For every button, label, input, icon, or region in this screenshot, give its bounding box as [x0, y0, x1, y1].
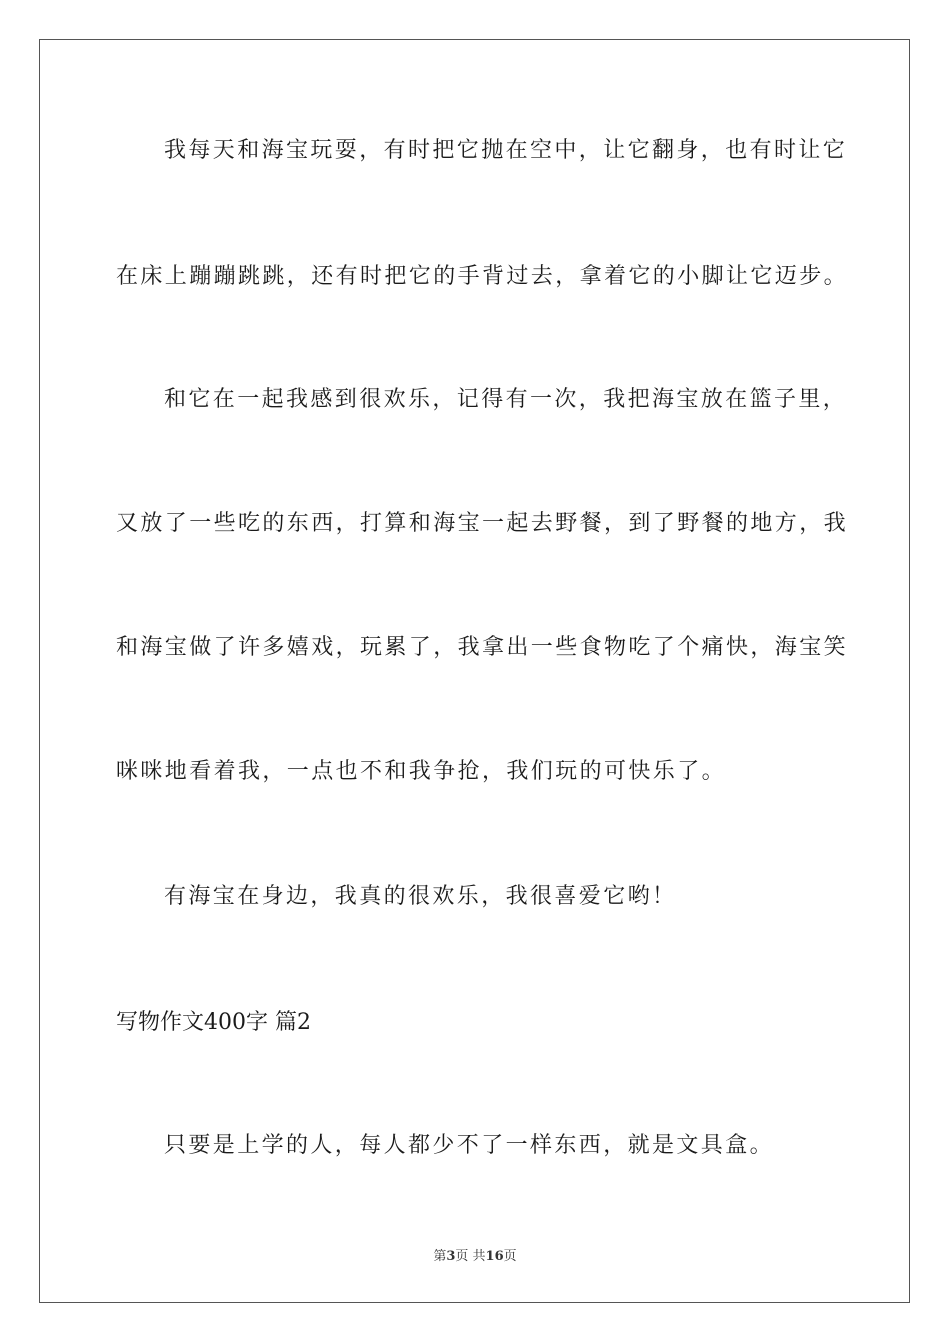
paragraph-line-8: 只要是上学的人，每人都少不了一样东西，就是文具盒。: [164, 1133, 775, 1158]
footer-mid: 页 共: [455, 1249, 486, 1264]
paragraph-line-5: 和海宝做了许多嬉戏，玩累了，我拿出一些食物吃了个痛快，海宝笑: [116, 635, 849, 660]
footer-total-pages: 16: [485, 1249, 504, 1264]
section-heading: 写物作文400字 篇2: [116, 1010, 311, 1035]
paragraph-line-2: 在床上蹦蹦跳跳，还有时把它的手背过去，拿着它的小脚让它迈步。: [116, 264, 849, 289]
footer-current-page: 3: [446, 1249, 456, 1264]
page-border: [39, 39, 910, 1303]
footer-suffix: 页: [503, 1249, 517, 1264]
page-footer: [0, 1248, 950, 1266]
paragraph-line-3: 和它在一起我感到很欢乐，记得有一次，我把海宝放在篮子里，: [164, 387, 848, 412]
paragraph-line-7: 有海宝在身边，我真的很欢乐，我很喜爱它哟！: [164, 884, 677, 909]
paragraph-line-1: 我每天和海宝玩耍，有时把它抛在空中，让它翻身，也有时让它: [164, 138, 848, 163]
paragraph-line-4: 又放了一些吃的东西，打算和海宝一起去野餐，到了野餐的地方，我: [116, 511, 849, 536]
paragraph-line-6: 咪咪地看着我，一点也不和我争抢，我们玩的可快乐了。: [116, 759, 727, 784]
footer-prefix: 第: [433, 1249, 447, 1264]
